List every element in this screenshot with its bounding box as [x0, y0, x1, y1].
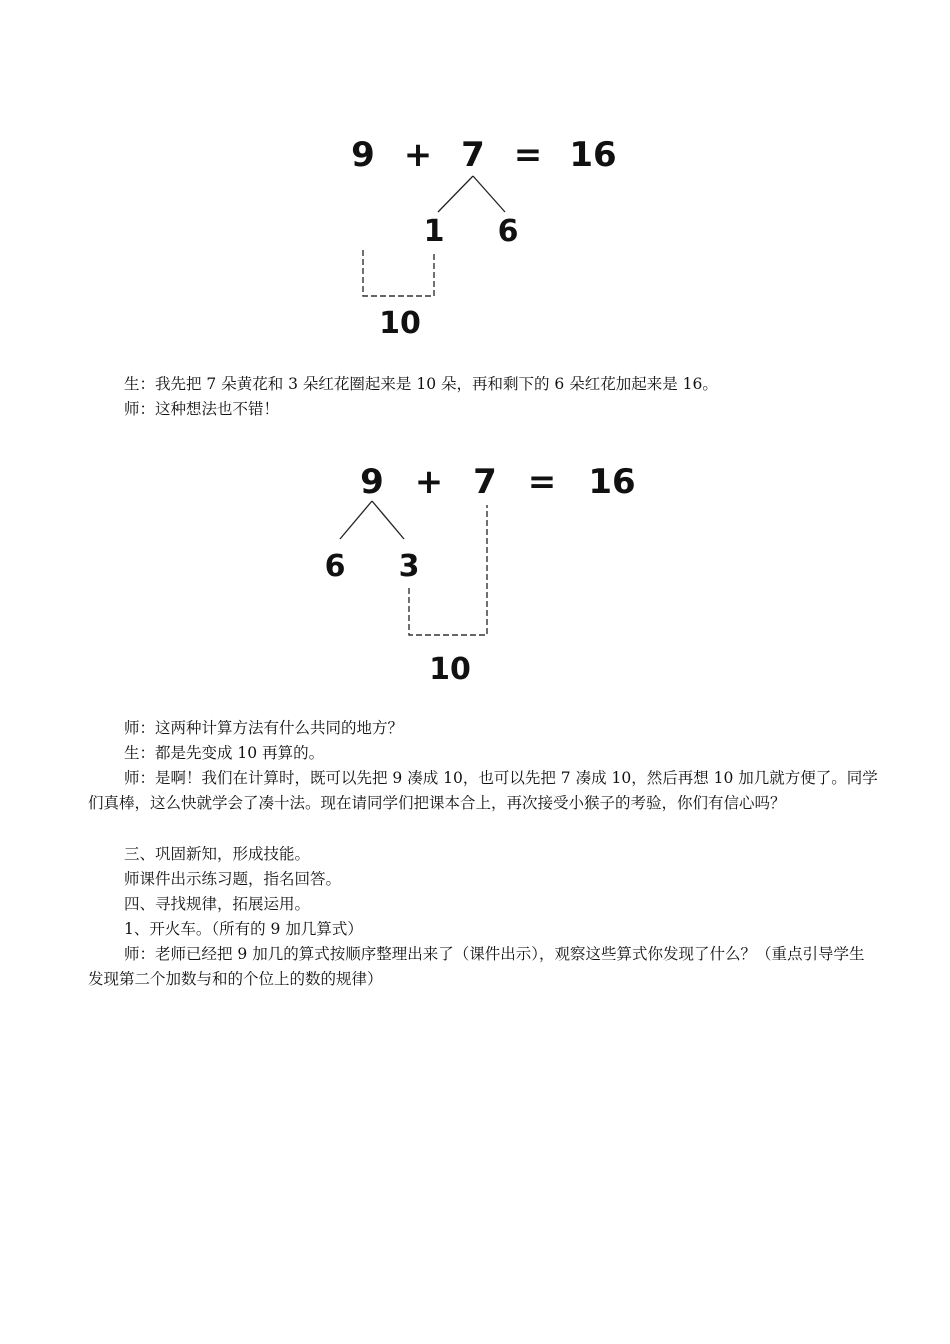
- equation-addend-7: 7: [473, 462, 497, 502]
- equation-equals-sign: =: [513, 135, 543, 175]
- equation-sum-16: 16: [569, 135, 617, 175]
- paragraph-student-reply: 生：都是先变成 10 再算的。: [124, 744, 325, 762]
- paragraph-train-game: 1、开火车。（所有的 9 加几算式）: [124, 920, 363, 938]
- make-ten-bracket: [363, 250, 434, 296]
- split-part-6: 6: [324, 549, 346, 584]
- equation-addend-9: 9: [360, 462, 384, 502]
- equation-sum-16: 16: [588, 462, 636, 502]
- split-part-6: 6: [497, 214, 519, 249]
- split-part-3: 3: [398, 549, 420, 584]
- make-ten-result-10: 10: [429, 652, 471, 687]
- diagram-make-ten-split-9: [310, 455, 650, 690]
- paragraph-teacher-comment: 师：这种想法也不错！: [124, 400, 280, 418]
- equation-plus-sign: +: [414, 462, 444, 502]
- split-part-1: 1: [423, 214, 445, 249]
- equation-addend-9: 9: [351, 135, 375, 175]
- make-ten-result-10: 10: [379, 306, 421, 341]
- paragraph-teacher-summary: 师：是啊！我们在计算时，既可以先把 9 凑成 10，也可以先把 7 凑成 10，然后再想 10 加几就方便了。同学们真棒，这么快就学会了凑十法。现在请同学们把课本合上，再次接受小猴子的考验，你们有信心吗？: [88, 769, 878, 812]
- paragraph-student-answer: 生：我先把 7 朵黄花和 3 朵红花圈起来是 10 朵，再和剩下的 6 朵红花加起来是 16。: [124, 375, 718, 393]
- split-line-right: [372, 501, 404, 539]
- paragraph-teacher-observe: 师：老师已经把 9 加几的算式按顺序整理出来了（课件出示），观察这些算式你发现了什么？（重点引导学生发现第二个加数与和的个位上的数的规律）: [88, 945, 865, 988]
- make-ten-bracket: [409, 505, 487, 635]
- paragraph-teacher-question: 师：这两种计算方法有什么共同的地方？: [124, 719, 404, 737]
- diagram-make-ten-split-7: [330, 130, 650, 345]
- equation-addend-7: 7: [461, 135, 485, 175]
- equation-equals-sign: =: [527, 462, 557, 502]
- equation-plus-sign: +: [403, 135, 433, 175]
- section-heading-patterns: 四、寻找规律，拓展运用。: [124, 895, 311, 913]
- paragraph-practice: 师课件出示练习题，指名回答。: [124, 870, 342, 888]
- split-line-right: [473, 176, 505, 212]
- split-line-left: [438, 176, 473, 212]
- section-heading-consolidate: 三、巩固新知，形成技能。: [124, 845, 311, 863]
- split-line-left: [340, 501, 372, 539]
